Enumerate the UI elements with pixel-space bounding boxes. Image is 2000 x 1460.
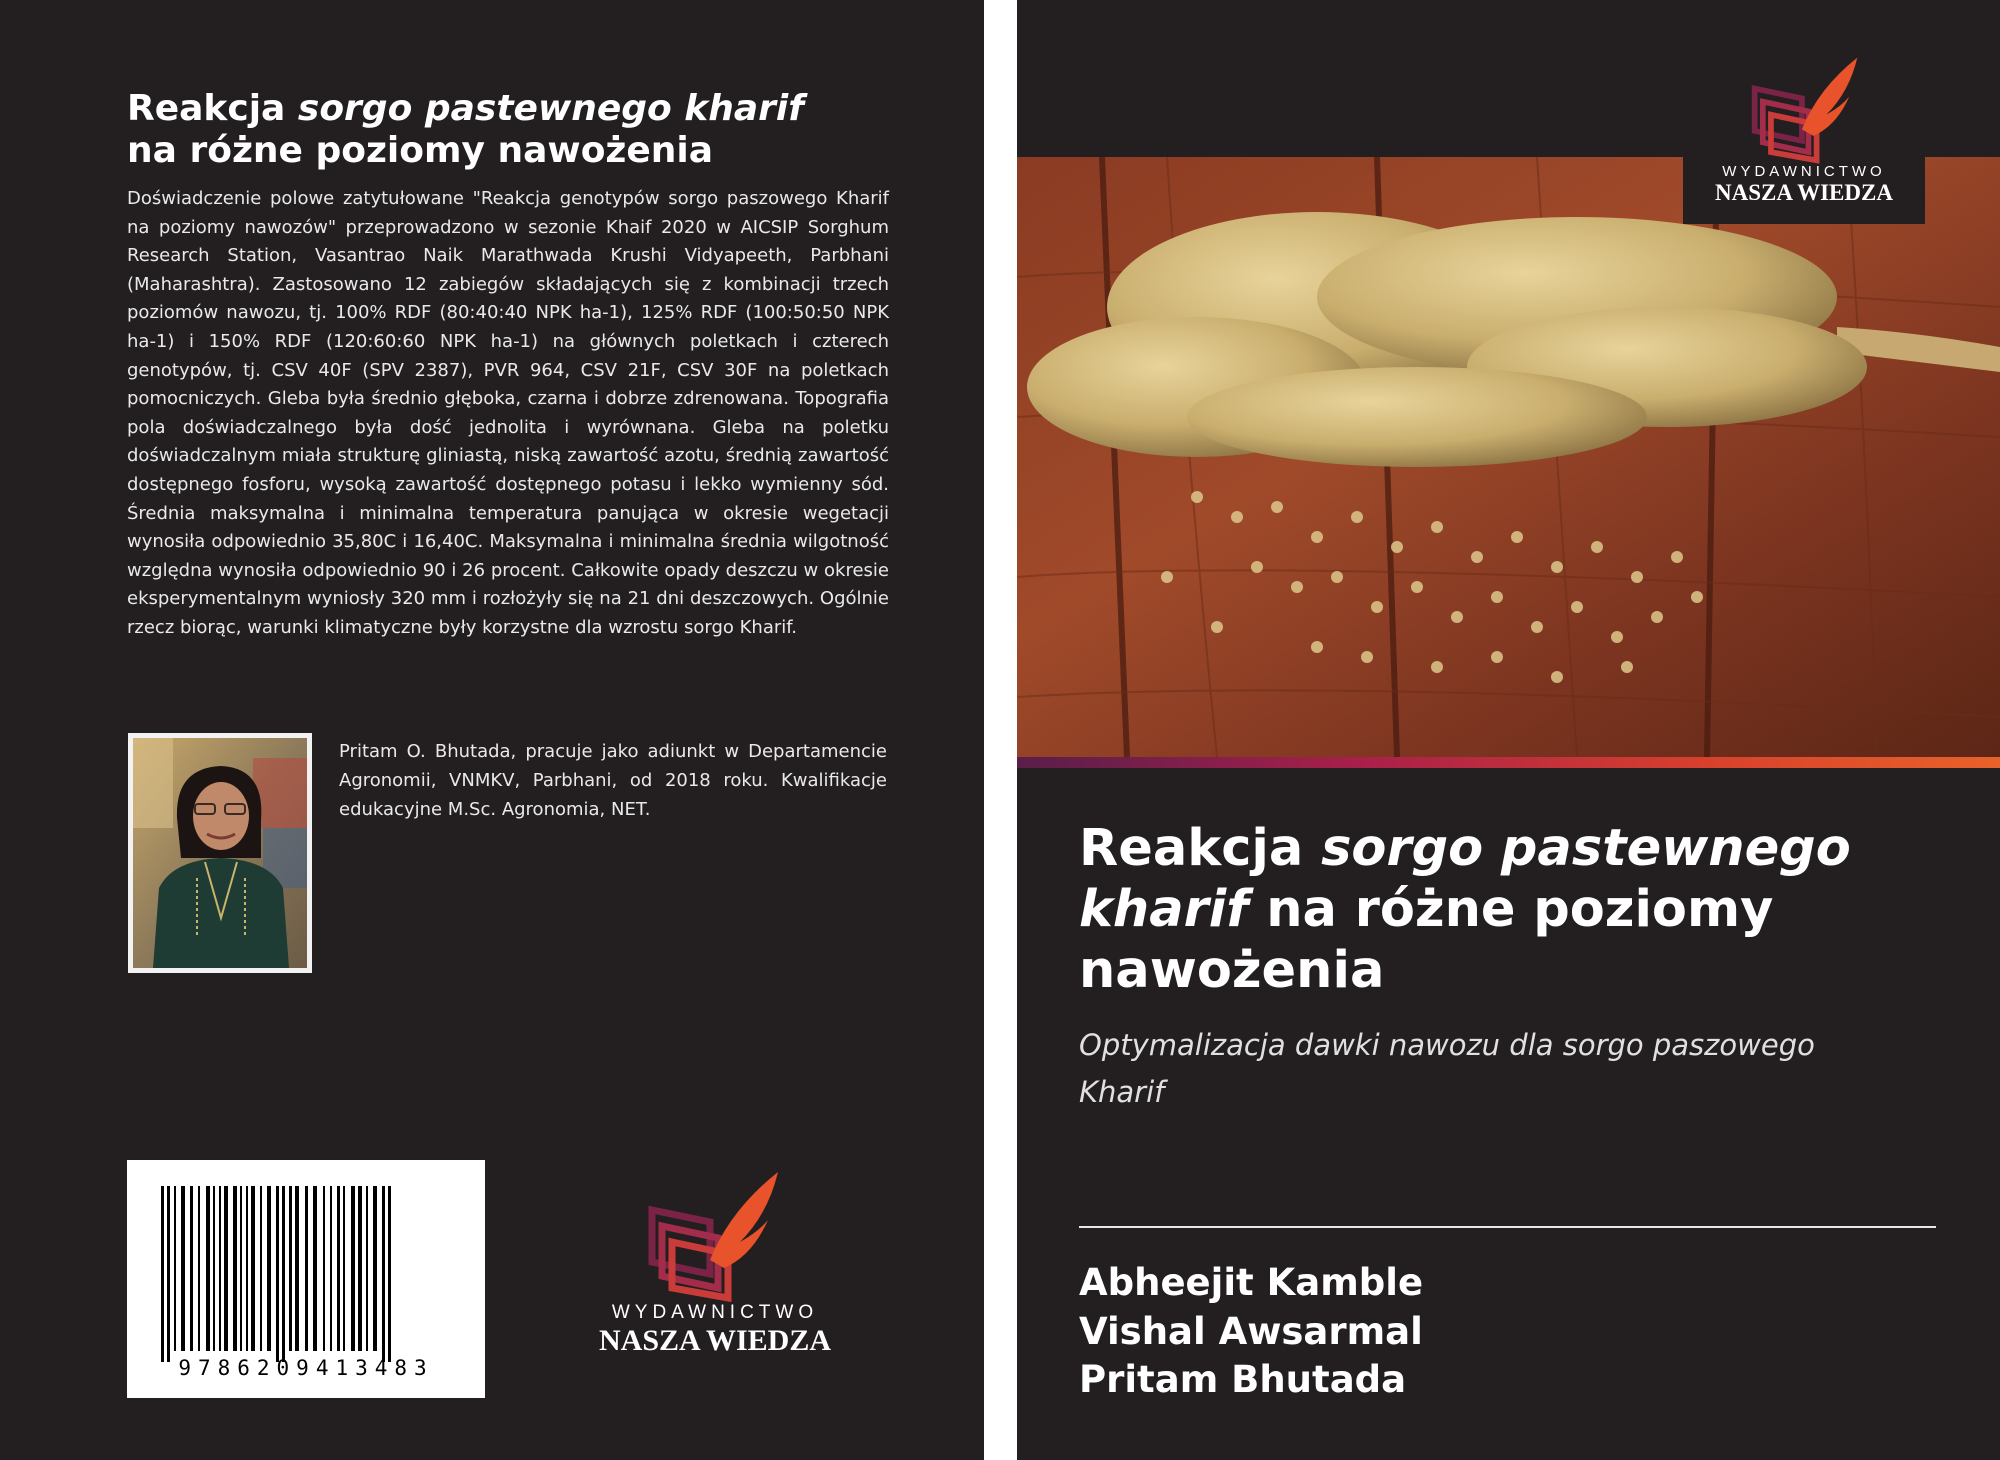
barcode-bar <box>282 1186 285 1362</box>
publisher-label: WYDAWNICTWO <box>1722 163 1886 180</box>
barcode-bar <box>181 1186 185 1351</box>
barcode-bar <box>174 1186 176 1351</box>
title-italic-part: sorgo pastewnego kharif <box>297 88 804 129</box>
barcode-bar <box>213 1186 215 1351</box>
divider <box>1079 1226 1936 1228</box>
barcode-bar <box>233 1186 237 1351</box>
sorghum-photo <box>1017 157 2000 757</box>
barcode-bar <box>388 1186 391 1362</box>
barcode-bar <box>206 1186 210 1351</box>
book-subtitle: Optymalizacja dawki nawozu dla sorgo paszowego Kharif <box>1079 1028 1815 1109</box>
title-italic-part: sorgo pastewnego kharif <box>1079 819 1851 939</box>
book-blurb: Doświadczenie polowe zatytułowane "Reakcja genotypów sorgo paszowego Kharif na poziomy nawozów" przeprowadzono w sezonie Khaif 2020 w AICSIP Sorghum Research Station, Vasantrao Naik Marathwada Krushi Vidyapeeth, Parbhani (Maharashtra). Zastosowano 12 zabiegów składających się z kombinacji trzech poziomów nawozu, tj. 100% RDF (80:40:40 NPK ha-1), 125% RDF (100:50:50 NPK ha-1) i 150% RDF (120:60:60 NPK ha-1) na głównych poletkach i czterech genotypów, tj. CSV 40F (SPV 2387), PVR 964, CSV 21F, CSV 30F na poletkach pomocniczych. Gleba była średnio głęboka, czarna i dobrze zdrenowana. Topografia pola doświadczalnego była dość jednolita i wyrównana. Gleba na poletku doświadczalnym miała strukturę gliniastą, niską zawartość azotu, średnią zawartość dostępnego fosforu, wysoką zawartość dostępnego potasu i lekko wymienny sód. Średnia maksymalna i minimalna temperatura panująca w okresie wegetacji wynosiła odpowiednio 35,80C i 16,40C. Maksymalna i minimalna średnia wilgotność względna wynosiła odpowiednio 90 i 26 procent. Całkowite opady deszczu w okresie eksperymentalnym wyniosły 320 mm i rozłożyły się na 21 dni deszczowych. Ogólnie rzecz biorąc, warunki klimatyczne były korzystne dla wzrostu sorgo Kharif. <box>127 188 889 638</box>
barcode-bar <box>295 1186 299 1351</box>
publisher-name: NASZA WIEDZA <box>1715 180 1893 205</box>
barcode-bar <box>251 1186 255 1351</box>
front-cover-title: Reakcja sorgo pastewnego kharif na różne poziomy nawożenia <box>1079 819 1851 1000</box>
author-name: Pritam Bhutada <box>1079 1358 1407 1401</box>
barcode-bar <box>337 1186 340 1351</box>
barcode-bar <box>219 1186 221 1351</box>
publisher-label: WYDAWNICTWO <box>611 1302 819 1323</box>
barcode-bar <box>246 1186 248 1351</box>
barcode-bar <box>161 1186 164 1362</box>
barcode-bar <box>330 1186 332 1351</box>
barcode-bar <box>343 1186 345 1351</box>
publisher-logo-icon <box>640 1170 790 1305</box>
author-name: Vishal Awsarmal <box>1079 1309 1423 1353</box>
barcode-bar <box>366 1186 368 1351</box>
barcode-bar <box>260 1186 262 1351</box>
barcode-bar <box>313 1186 317 1351</box>
publisher-logo-icon <box>1741 56 1871 166</box>
isbn-number: 9786209413483 <box>178 1356 434 1380</box>
author-bio: Pritam O. Bhutada, pracuje jako adiunkt w Departamencie Agronomii, VNMKV, Parbhani, od 2018 roku. Kwalifikacje edukacyjne M.Sc. Agronomia, NET. <box>339 741 887 820</box>
barcode-bar <box>323 1186 325 1351</box>
back-cover-title: Reakcja sorgo pastewnego kharif na różne poziomy nawożenia <box>127 88 804 171</box>
barcode-bar <box>382 1186 385 1362</box>
publisher-name: NASZA WIEDZA <box>598 1324 832 1357</box>
barcode-bar <box>240 1186 242 1351</box>
barcode-bar <box>190 1186 193 1351</box>
publisher-logo <box>1683 42 1925 224</box>
barcode-bar <box>276 1186 279 1362</box>
isbn-barcode <box>127 1160 485 1398</box>
barcode-bar <box>351 1186 355 1351</box>
barcode-bar <box>167 1186 170 1362</box>
barcode-bar <box>358 1186 362 1351</box>
barcode-bar <box>305 1186 308 1351</box>
back-cover <box>0 0 984 1460</box>
author-name: Abheejit Kamble <box>1079 1261 1424 1304</box>
barcode-bar <box>267 1186 271 1351</box>
barcode-bar <box>289 1186 292 1351</box>
accent-stripe <box>1017 757 2000 768</box>
front-cover <box>1017 0 2000 1460</box>
barcode-bar <box>224 1186 228 1351</box>
author-photo <box>128 733 312 973</box>
author-list <box>1079 1259 1423 1405</box>
barcode-bar <box>198 1186 200 1351</box>
barcode-bar <box>373 1186 377 1351</box>
